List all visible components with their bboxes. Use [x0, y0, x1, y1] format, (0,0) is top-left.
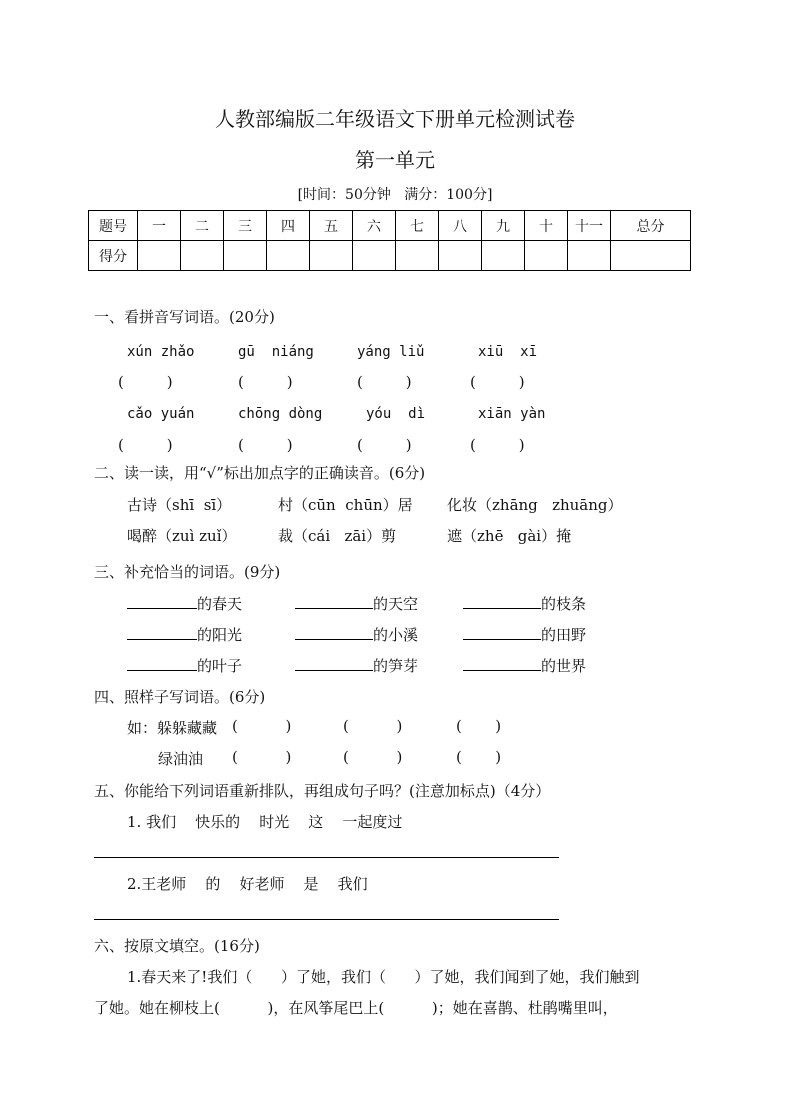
answer-blank[interactable]	[295, 594, 373, 609]
answer-parentheses[interactable]: ( )	[118, 373, 173, 391]
reading-item[interactable]: 喝醉（zuì zuǐ）	[127, 527, 237, 545]
score-cell[interactable]	[568, 241, 611, 271]
reading-item[interactable]: 化妆（zhāng zhuāng）	[447, 496, 623, 514]
pinyin: yóu dì	[366, 406, 426, 422]
table-cell: 题号	[89, 211, 138, 241]
unit-title: 第一单元	[355, 148, 435, 172]
answer-parentheses[interactable]: ( )	[232, 748, 292, 766]
score-cell[interactable]	[439, 241, 482, 271]
answer-parentheses[interactable]: ( )	[470, 436, 525, 454]
table-cell: 十	[525, 211, 568, 241]
score-cell[interactable]	[525, 241, 568, 271]
reading-item[interactable]: 古诗（shī sī）	[127, 496, 232, 514]
answer-parentheses[interactable]: ( )	[357, 436, 412, 454]
exam-meta: [时间：50分钟 满分：100分]	[297, 187, 493, 203]
section-3-heading: 三、补充恰当的词语。(9分)	[94, 563, 281, 581]
answer-parentheses[interactable]: ( )	[238, 436, 293, 454]
answer-blank[interactable]	[463, 594, 541, 609]
answer-parentheses[interactable]: ( )	[343, 748, 403, 766]
answer-blank[interactable]	[295, 656, 373, 671]
answer-blank[interactable]	[295, 625, 373, 640]
pinyin: chōng dòng	[238, 406, 323, 422]
example-word: 如：躲躲藏藏	[127, 719, 218, 737]
sentence-question: 2.王老师 的 好老师 是 我们	[127, 875, 368, 893]
answer-parentheses[interactable]: ( )	[357, 373, 412, 391]
fill-item: 的阳光	[127, 624, 242, 645]
section-4-heading: 四、照样子写词语。(6分)	[94, 688, 266, 706]
exam-title: 人教部编版二年级语文下册单元检测试卷	[215, 107, 575, 131]
passage-line: 了她。她在柳枝上( )，在风筝尾巴上( )；她在喜鹊、杜鹃嘴里叫，	[94, 999, 618, 1017]
score-cell[interactable]	[181, 241, 224, 271]
section-6-heading: 六、按原文填空。(16分)	[94, 937, 260, 955]
score-cell[interactable]	[224, 241, 267, 271]
answer-parentheses[interactable]: ( )	[238, 373, 293, 391]
table-cell: 三	[224, 211, 267, 241]
score-table	[88, 210, 691, 271]
answer-blank[interactable]	[463, 656, 541, 671]
score-cell[interactable]	[611, 241, 691, 271]
table-cell: 二	[181, 211, 224, 241]
score-cell[interactable]	[310, 241, 353, 271]
pinyin: yáng liǔ	[357, 344, 425, 360]
fill-item: 的枝条	[463, 593, 586, 614]
score-cell[interactable]	[138, 241, 181, 271]
fill-item: 的世界	[463, 655, 586, 676]
score-cell[interactable]	[396, 241, 439, 271]
pinyin: gū niáng	[238, 344, 314, 360]
table-cell: 六	[353, 211, 396, 241]
answer-parentheses[interactable]: ( )	[118, 436, 173, 454]
table-cell: 五	[310, 211, 353, 241]
score-table-score-row	[89, 241, 691, 271]
pinyin: xún zhǎo	[127, 344, 195, 360]
answer-blank[interactable]	[127, 594, 197, 609]
answer-parentheses[interactable]: ( )	[456, 717, 502, 735]
answer-line[interactable]	[94, 857, 559, 858]
answer-blank[interactable]	[127, 656, 197, 671]
table-cell: 九	[482, 211, 525, 241]
score-table-header-row	[89, 211, 691, 241]
table-cell: 得分	[89, 241, 138, 271]
pinyin: cǎo yuán	[127, 406, 195, 422]
table-cell: 四	[267, 211, 310, 241]
pinyin: xiān yàn	[478, 406, 546, 422]
fill-item: 的春天	[127, 593, 242, 614]
reading-item[interactable]: 村（cūn chūn）居	[278, 496, 413, 514]
reading-item[interactable]: 裁（cái zāi）剪	[278, 527, 397, 545]
table-cell: 七	[396, 211, 439, 241]
fill-item: 的叶子	[127, 655, 242, 676]
pinyin: xiū xī	[478, 344, 538, 360]
section-5-heading: 五、你能给下列词语重新排队，再组成句子吗？(注意加标点)（4分）	[94, 782, 551, 800]
fill-item: 的笋芽	[295, 655, 418, 676]
passage-line: 1.春天来了!我们（ ）了她，我们（ ）了她，我们闻到了她，我们触到	[127, 968, 640, 986]
answer-blank[interactable]	[127, 625, 197, 640]
answer-parentheses[interactable]: ( )	[232, 717, 292, 735]
answer-parentheses[interactable]: ( )	[343, 717, 403, 735]
score-cell[interactable]	[267, 241, 310, 271]
score-cell[interactable]	[482, 241, 525, 271]
answer-parentheses[interactable]: ( )	[470, 373, 525, 391]
sentence-question: 1. 我们 快乐的 时光 这 一起度过	[127, 813, 403, 831]
answer-line[interactable]	[94, 919, 559, 920]
table-cell: 一	[138, 211, 181, 241]
score-cell[interactable]	[353, 241, 396, 271]
answer-blank[interactable]	[463, 625, 541, 640]
table-cell: 十一	[568, 211, 611, 241]
answer-parentheses[interactable]: ( )	[456, 748, 502, 766]
reading-item[interactable]: 遮（zhē gài）掩	[447, 527, 572, 545]
fill-item: 的田野	[463, 624, 586, 645]
fill-item: 的天空	[295, 593, 418, 614]
table-cell: 总分	[611, 211, 691, 241]
example-word: 绿油油	[158, 750, 204, 768]
fill-item: 的小溪	[295, 624, 418, 645]
section-2-heading: 二、读一读，用“√”标出加点字的正确读音。(6分)	[94, 464, 426, 482]
section-1-heading: 一、看拼音写词语。(20分)	[94, 308, 275, 326]
table-cell: 八	[439, 211, 482, 241]
